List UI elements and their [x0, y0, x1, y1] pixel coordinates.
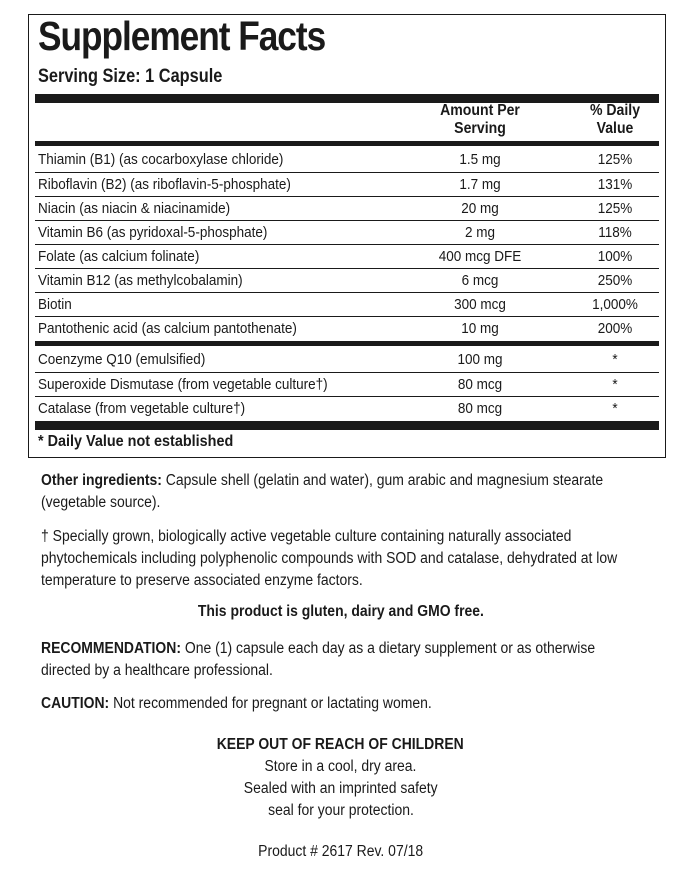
recommendation-text-2: directed by a healthcare professional.: [41, 662, 273, 679]
column-header-amount-line1: Amount Per: [440, 102, 520, 119]
nutrient-name: Coenzyme Q10 (emulsified): [38, 351, 206, 368]
nutrient-daily-value: 250%: [597, 272, 633, 289]
nutrient-amount: 2 mg: [464, 224, 496, 241]
storage-block: [0, 734, 681, 822]
storage-heading: KEEP OUT OF REACH OF CHILDREN: [217, 736, 464, 753]
table-row: [35, 348, 659, 372]
nutrient-name: Superoxide Dismutase (from vegetable culture†): [38, 376, 328, 393]
table-row: [35, 396, 659, 420]
nutrient-daily-value: 118%: [598, 224, 632, 241]
nutrient-amount: 400 mcg DFE: [438, 248, 522, 265]
nutrient-name: Biotin: [38, 296, 72, 313]
nutrient-name: Vitamin B6 (as pyridoxal-5-phosphate): [38, 224, 268, 241]
nutrient-amount: 80 mcg: [457, 400, 503, 417]
table-row: [35, 292, 659, 316]
column-header-amount: [420, 102, 540, 138]
header-divider: [35, 94, 659, 103]
table-row: [35, 196, 659, 220]
storage-line2: Sealed with an imprinted safety: [243, 780, 438, 797]
nutrient-daily-value: *: [612, 351, 618, 368]
nutrient-daily-value: 131%: [597, 176, 633, 193]
nutrient-daily-value: *: [612, 376, 618, 393]
nutrient-daily-value: 125%: [597, 151, 633, 168]
table-row: [35, 268, 659, 292]
nutrient-amount: 6 mcg: [461, 272, 499, 289]
table-row: [35, 148, 659, 172]
recommendation-text-1: One (1) capsule each day as a dietary supplement or as otherwise: [181, 640, 596, 657]
storage-line3: seal for your protection.: [267, 802, 414, 819]
caution-label: CAUTION:: [41, 695, 110, 712]
nutrient-amount: 300 mcg: [454, 296, 506, 313]
dagger-note-line3: temperature to preserve associated enzyme factors.: [41, 572, 363, 589]
supplement-facts-panel: [28, 14, 666, 458]
nutrient-amount: 1.5 mg: [459, 151, 501, 168]
nutrient-daily-value: *: [612, 400, 618, 417]
free-statement: [0, 601, 681, 623]
serving-size: Serving Size: 1 Capsule: [38, 66, 223, 87]
other-ingredients-label: Other ingredients:: [41, 472, 162, 489]
product-code: [0, 841, 681, 863]
recommendation-label: RECOMMENDATION:: [41, 640, 182, 657]
table-bottom-divider: [35, 421, 659, 430]
nutrient-daily-value: 1,000%: [592, 296, 638, 313]
column-header-dv-line2: Value: [596, 120, 634, 137]
nutrient-name: Vitamin B12 (as methylcobalamin): [38, 272, 243, 289]
column-header-daily-value: [569, 102, 661, 138]
nutrient-amount: 20 mg: [461, 200, 499, 217]
table-row: [35, 220, 659, 244]
table-row: [35, 172, 659, 196]
nutrient-daily-value: 100%: [597, 248, 633, 265]
table-top-divider: [35, 141, 659, 146]
nutrient-amount: 10 mg: [461, 320, 499, 337]
nutrient-amount: 80 mcg: [457, 376, 503, 393]
nutrient-amount: 1.7 mg: [459, 176, 501, 193]
column-header-amount-line2: Serving: [454, 120, 506, 137]
daily-value-footnote: * Daily Value not established: [38, 433, 234, 450]
nutrient-name: Niacin (as niacin & niacinamide): [38, 200, 231, 217]
caution-text: Not recommended for pregnant or lactating women.: [109, 695, 432, 712]
table-row: [35, 316, 659, 340]
group-divider: [35, 341, 659, 346]
nutrient-name: Catalase (from vegetable culture†): [38, 400, 246, 417]
nutrient-name: Thiamin (B1) (as cocarboxylase chloride): [38, 151, 284, 168]
table-row: [35, 372, 659, 396]
nutrient-name: Folate (as calcium folinate): [38, 248, 200, 265]
nutrient-daily-value: 200%: [597, 320, 633, 337]
other-ingredients-text-2: (vegetable source).: [41, 494, 161, 511]
dagger-note-line2: phytochemicals including polyphenolic compounds with SOD and catalase, dehydrated at low: [41, 550, 618, 567]
free-statement-text: This product is gluten, dairy and GMO free.: [197, 603, 484, 620]
caution: [41, 693, 661, 715]
nutrient-name: Pantothenic acid (as calcium pantothenate): [38, 320, 297, 337]
other-ingredients: [41, 470, 661, 514]
table-row: [35, 244, 659, 268]
other-ingredients-text-1: Capsule shell (gelatin and water), gum arabic and magnesium stearate: [161, 472, 604, 489]
nutrient-daily-value: 125%: [597, 200, 633, 217]
column-header-dv-line1: % Daily: [589, 102, 641, 119]
product-code-text: Product # 2617 Rev. 07/18: [258, 843, 423, 860]
other-nutrient-rows: [35, 348, 659, 420]
vitamin-rows: [35, 148, 659, 340]
recommendation: [41, 638, 661, 682]
storage-line1: Store in a cool, dry area.: [264, 758, 417, 775]
panel-title: Supplement Facts: [38, 13, 326, 59]
dagger-note-line1: † Specially grown, biologically active vegetable culture containing naturally associated: [41, 528, 572, 545]
nutrient-amount: 100 mg: [457, 351, 503, 368]
dagger-note: [41, 526, 661, 592]
nutrient-name: Riboflavin (B2) (as riboflavin-5-phosphate): [38, 176, 291, 193]
